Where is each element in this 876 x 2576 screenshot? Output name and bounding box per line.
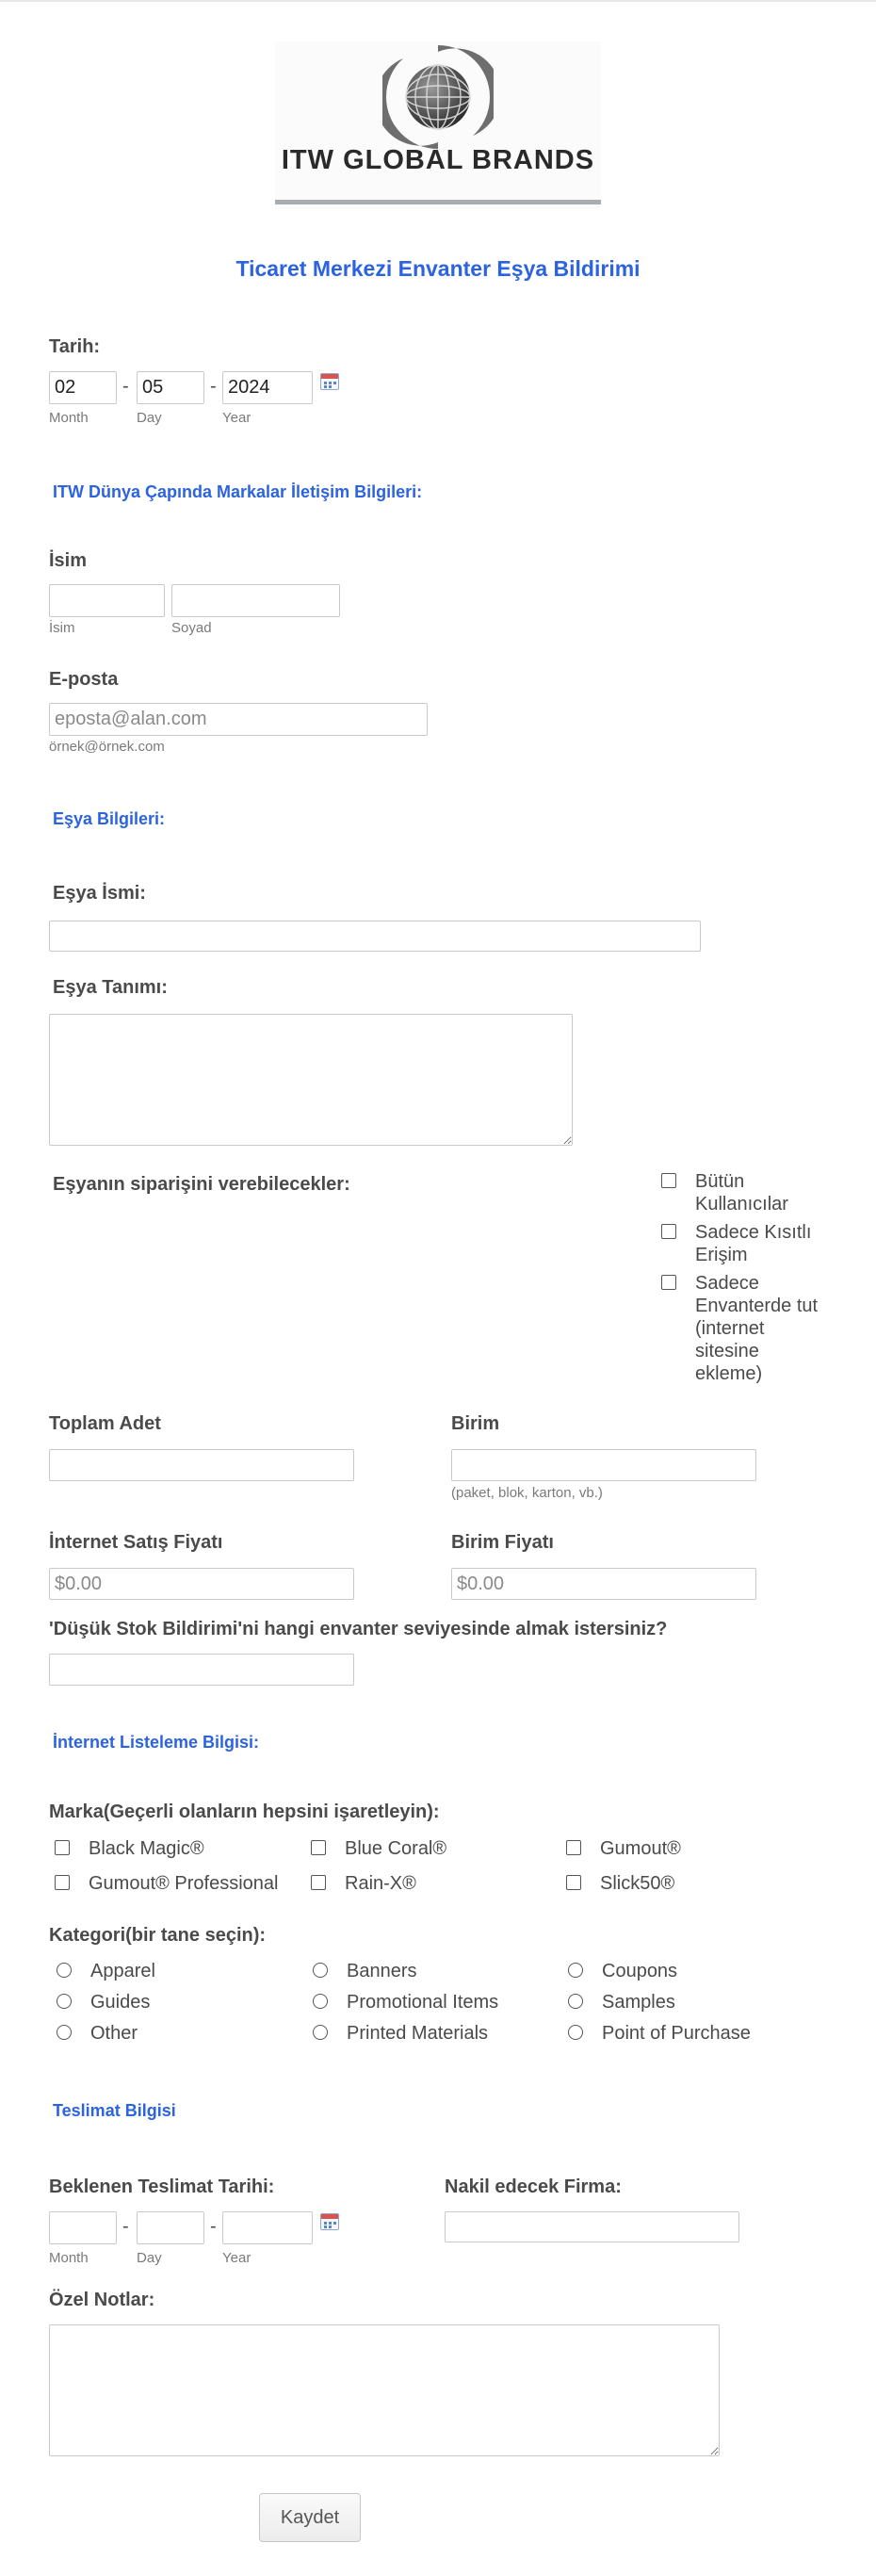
calendar-icon[interactable]	[320, 373, 339, 390]
web-price-label: İnternet Satış Fiyatı	[49, 1532, 223, 1553]
item-description-textarea[interactable]	[49, 1014, 573, 1146]
email-label: E-posta	[49, 669, 119, 690]
brand-option-gumout[interactable]: Gumout®	[566, 1837, 681, 1860]
category-option-coupons[interactable]: Coupons	[568, 1960, 677, 1982]
category-option-point-of-purchase[interactable]: Point of Purchase	[568, 2022, 751, 2045]
item-description-label: Eşya Tanımı:	[53, 977, 168, 998]
date-day-sublabel: Day	[137, 410, 162, 426]
brand-option-blue-coral[interactable]: Blue Coral®	[311, 1837, 446, 1860]
orderers-option-inventory-only[interactable]: Sadece Envanterde tut (internet sitesine ekleme)	[661, 1272, 850, 1385]
low-stock-input[interactable]	[49, 1654, 354, 1686]
company-name: ITW GLOBAL BRANDS	[281, 145, 595, 175]
last-name-sublabel: Soyad	[171, 620, 212, 636]
category-option-printed-materials[interactable]: Printed Materials	[313, 2022, 488, 2045]
checkbox[interactable]	[661, 1275, 676, 1290]
unit-label: Birim	[451, 1413, 500, 1434]
orderers-option-all[interactable]: Bütün Kullanıcılar	[661, 1170, 850, 1215]
delivery-section-heading: Teslimat Bilgisi	[53, 2101, 176, 2120]
delivery-month-sublabel: Month	[49, 2250, 89, 2266]
date-year-input[interactable]	[222, 371, 313, 404]
unit-sublabel: (paket, blok, karton, vb.)	[451, 1485, 603, 1501]
brand-label: Marka(Geçerli olanların hepsini işaretleyin):	[49, 1802, 440, 1822]
delivery-year-sublabel: Year	[222, 2250, 251, 2266]
notes-textarea[interactable]	[49, 2324, 720, 2456]
total-qty-input[interactable]	[49, 1449, 354, 1481]
checkbox[interactable]	[55, 1840, 70, 1855]
delivery-day-sublabel: Day	[137, 2250, 162, 2266]
last-name-input[interactable]	[171, 584, 340, 617]
radio-button[interactable]	[568, 1963, 583, 1978]
top-divider	[0, 0, 876, 2]
delivery-date-label: Beklenen Teslimat Tarihi:	[49, 2177, 275, 2197]
radio-button[interactable]	[57, 1963, 72, 1978]
checkbox[interactable]	[566, 1875, 581, 1890]
globe-logo-icon	[382, 41, 494, 153]
company-logo	[275, 41, 601, 209]
unit-price-input[interactable]	[451, 1568, 756, 1600]
date-separator: -	[122, 2216, 129, 2237]
date-separator: -	[210, 2216, 217, 2237]
category-option-samples[interactable]: Samples	[568, 1991, 675, 2014]
category-label: Kategori(bir tane seçin):	[49, 1925, 267, 1946]
checkbox[interactable]	[311, 1875, 326, 1890]
category-option-other[interactable]: Other	[57, 2022, 138, 2045]
checkbox[interactable]	[661, 1173, 676, 1188]
total-qty-label: Toplam Adet	[49, 1413, 161, 1434]
brand-option-black-magic[interactable]: Black Magic®	[55, 1837, 204, 1860]
unit-price-label: Birim Fiyatı	[451, 1532, 554, 1553]
date-month-sublabel: Month	[49, 410, 89, 426]
date-separator: -	[122, 376, 129, 397]
carrier-input[interactable]	[445, 2211, 739, 2242]
calendar-icon[interactable]	[320, 2213, 339, 2230]
delivery-month-input[interactable]	[49, 2211, 117, 2244]
radio-button[interactable]	[313, 1994, 328, 2009]
unit-input[interactable]	[451, 1449, 756, 1481]
contact-section-heading: ITW Dünya Çapında Markalar İletişim Bilgileri:	[53, 482, 423, 501]
form-title: Ticaret Merkezi Envanter Eşya Bildirimi	[235, 256, 641, 281]
category-option-promotional-items[interactable]: Promotional Items	[313, 1991, 498, 2014]
checkbox[interactable]	[311, 1840, 326, 1855]
first-name-sublabel: İsim	[49, 620, 75, 636]
low-stock-label: 'Düşük Stok Bildirimi'ni hangi envanter seviyesinde almak istersiniz?	[49, 1619, 668, 1639]
web-price-input[interactable]	[49, 1568, 354, 1600]
item-name-label: Eşya İsmi:	[53, 883, 146, 904]
brand-option-rain-x[interactable]: Rain-X®	[311, 1872, 416, 1895]
email-sublabel: örnek@örnek.com	[49, 739, 165, 755]
submit-button[interactable]: Kaydet	[259, 2493, 361, 2542]
category-option-banners[interactable]: Banners	[313, 1960, 417, 1982]
radio-button[interactable]	[57, 1994, 72, 2009]
delivery-day-input[interactable]	[137, 2211, 204, 2244]
item-name-input[interactable]	[49, 921, 701, 952]
orderers-label: Eşyanın siparişini verebilecekler:	[53, 1174, 350, 1195]
orderers-option-restricted[interactable]: Sadece Kısıtlı Erişim	[661, 1221, 850, 1266]
listing-section-heading: İnternet Listeleme Bilgisi:	[53, 1733, 260, 1752]
logo-underline	[275, 200, 601, 204]
email-input[interactable]	[49, 703, 428, 736]
radio-button[interactable]	[313, 1963, 328, 1978]
first-name-input[interactable]	[49, 584, 165, 617]
name-label: İsim	[49, 550, 88, 571]
radio-button[interactable]	[57, 2025, 72, 2040]
carrier-label: Nakil edecek Firma:	[445, 2177, 622, 2197]
date-separator: -	[210, 376, 217, 397]
checkbox[interactable]	[566, 1840, 581, 1855]
delivery-year-input[interactable]	[222, 2211, 313, 2244]
date-day-input[interactable]	[137, 371, 204, 404]
date-year-sublabel: Year	[222, 410, 251, 426]
checkbox[interactable]	[661, 1224, 676, 1239]
item-section-heading: Eşya Bilgileri:	[53, 809, 166, 828]
date-month-input[interactable]	[49, 371, 117, 404]
category-option-apparel[interactable]: Apparel	[57, 1960, 155, 1982]
radio-button[interactable]	[568, 2025, 583, 2040]
brand-option-gumout-professional[interactable]: Gumout® Professional	[55, 1872, 279, 1895]
checkbox[interactable]	[55, 1875, 70, 1890]
radio-button[interactable]	[313, 2025, 328, 2040]
category-option-guides[interactable]: Guides	[57, 1991, 150, 2014]
brand-option-slick50[interactable]: Slick50®	[566, 1872, 674, 1895]
notes-label: Özel Notlar:	[49, 2290, 155, 2310]
radio-button[interactable]	[568, 1994, 583, 2009]
date-label: Tarih:	[49, 336, 101, 357]
